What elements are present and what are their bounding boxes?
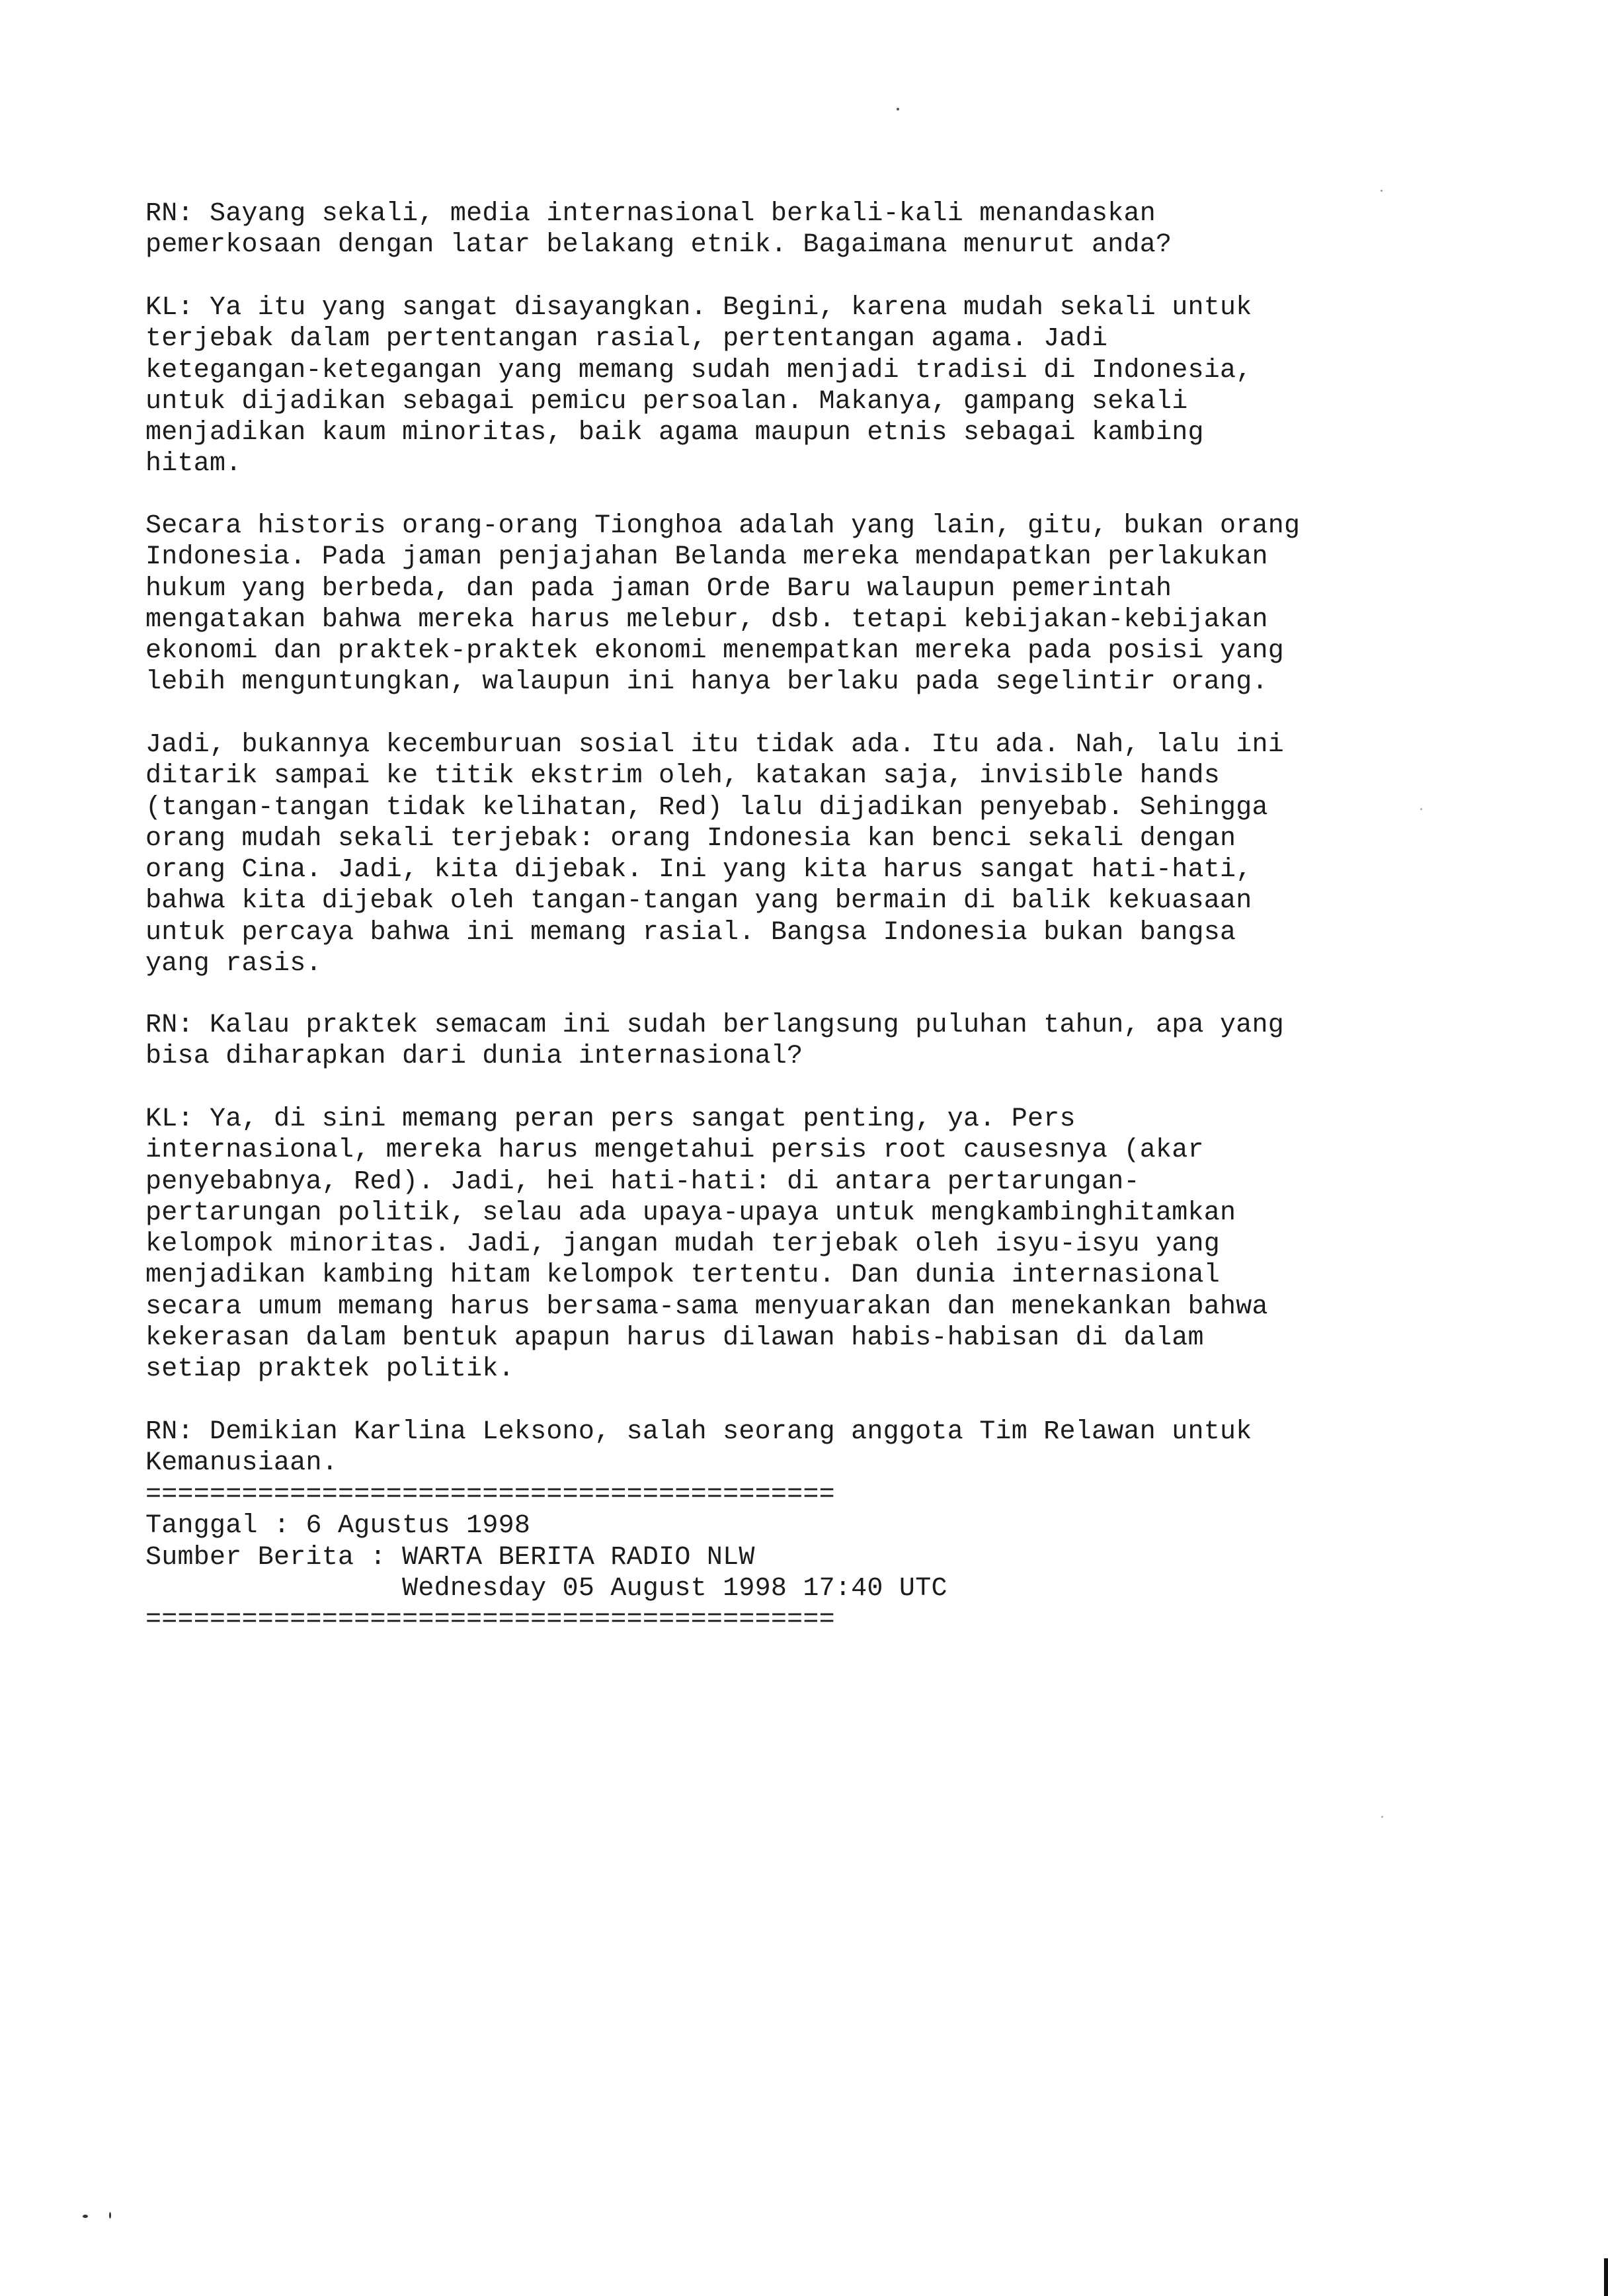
timestamp-line: Wednesday 05 August 1998 17:40 UTC: [145, 1574, 947, 1604]
date-line: Tanggal : 6 Agustus 1998: [145, 1511, 531, 1541]
paragraph-kl-answer-2: KL: Ya, di sini memang peran pers sangat penting, ya. Pers internasional, mereka harus mengetahui persis root causesnya (akar penyebabnya, Red). Jadi, hei hati-hati: di antara pertarungan- pertarungan politik, selau ada upaya-upaya untuk mengkambinghitamkan kelompok minoritas. Jadi, jangan mudah terjebak oleh isyu-isyu yang menjadikan kambing hitam kelompok tertentu. Dan dunia internasional secara umum memang harus bersama-sama menyuarakan dan menekankan bahwa kekerasan dalam bentuk apapun harus dilawan habis-habisan di dalam setiap praktek politik.: [145, 1104, 1268, 1385]
scan-speck: [897, 108, 899, 110]
scan-speck: [109, 2212, 111, 2219]
paragraph-rn-closing: RN: Demikian Karlina Leksono, salah seorang anggota Tim Relawan untuk Kemanusiaan.: [145, 1417, 1252, 1479]
scan-speck: [1381, 190, 1383, 192]
scan-speck: [1420, 808, 1422, 810]
paragraph-kl-answer-1: KL: Ya itu yang sangat disayangkan. Begini, karena mudah sekali untuk terjebak dalam pertentangan rasial, pertentangan agama. Jadi ketegangan-ketegangan yang memang sudah menjadi tradisi di Indonesia, untuk dijadikan sebagai pemicu persoalan. Makanya, gampang sekali menjadikan kaum minoritas, baik agama maupun etnis sebagai kambing hitam.: [145, 293, 1252, 479]
paragraph-kl-history: Secara historis orang-orang Tionghoa adalah yang lain, gitu, bukan orang Indonesia. Pada jaman penjajahan Belanda mereka mendapatkan perlakukan hukum yang berbeda, dan pada jaman Orde Baru walaupun pemerintah mengatakan bahwa mereka harus melebur, dsb. tetapi kebijakan-kebijakan ekonomi dan praktek-praktek ekonomi menempatkan mereka pada posisi yang lebih menguntungkan, walaupun ini hanya berlaku pada segelintir orang.: [145, 511, 1301, 698]
paragraph-kl-social-jealousy: Jadi, bukannya kecemburuan sosial itu tidak ada. Itu ada. Nah, lalu ini ditarik sampai ke titik ekstrim oleh, katakan saja, invisible hands (tangan-tangan tidak kelihatan, Red) lalu dijadikan penyebab. Sehingga orang mudah sekali terjebak: orang Indonesia kan benci sekali dengan orang Cina. Jadi, kita dijebak. Ini yang kita harus sangat hati-hati, bahwa kita dijebak oleh tangan-tangan yang bermain di balik kekuasaan untuk percaya bahwa ini memang rasial. Bangsa Indonesia bukan bangsa yang rasis.: [145, 730, 1285, 979]
paragraph-rn-question-2: RN: Kalau praktek semacam ini sudah berlangsung puluhan tahun, apa yang bisa diharapkan dari dunia internasional?: [145, 1010, 1285, 1072]
source-line: Sumber Berita : WARTA BERITA RADIO NLW: [145, 1543, 755, 1573]
separator-rule-bottom: ===========================================: [145, 1605, 835, 1635]
scan-speck: [1381, 1816, 1383, 1818]
scan-edge-mark: [1604, 2258, 1608, 2296]
scan-speck: [83, 2215, 88, 2218]
separator-rule-top: ===========================================: [145, 1480, 835, 1510]
paragraph-rn-question-1: RN: Sayang sekali, media internasional berkali-kali menandaskan pemerkosaan dengan latar belakang etnik. Bagaimana menurut anda?: [145, 199, 1172, 261]
